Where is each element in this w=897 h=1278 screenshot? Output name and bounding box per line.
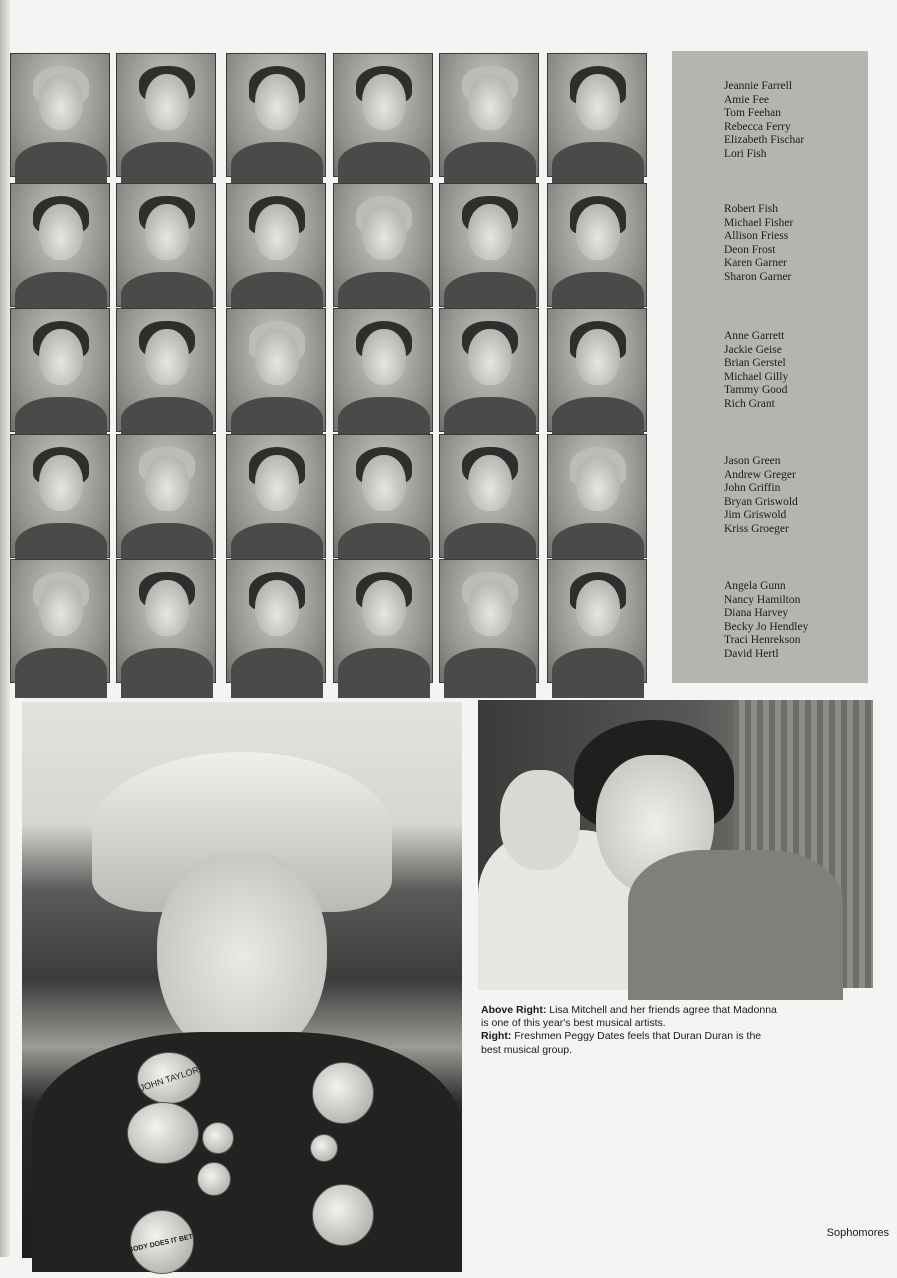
portrait-face [362, 329, 406, 385]
portrait-face [576, 455, 620, 511]
student-name: Brian Gerstel [724, 357, 786, 370]
caption-text-above-right: Lisa Mitchell and her friends agree that Madonna is one of this year's best musical artists. [481, 1004, 777, 1030]
portrait-face [576, 580, 620, 636]
student-name: Amie Fee [724, 93, 770, 106]
portrait-face [468, 204, 512, 260]
button-pin [312, 1184, 374, 1246]
name-group-row-3 [724, 330, 788, 412]
button-pin [197, 1162, 231, 1196]
student-portrait [116, 53, 216, 177]
student-name: Rich Grant [724, 397, 775, 410]
name-group-row-5 [724, 580, 808, 662]
portrait-face [255, 204, 299, 260]
portrait-face [468, 74, 512, 130]
portrait-face [362, 74, 406, 130]
portrait-face [255, 455, 299, 511]
student-portrait [439, 559, 539, 683]
portrait-shoulders [552, 648, 644, 698]
student-name: Andrew Greger [724, 468, 796, 481]
page-binding-edge [0, 0, 10, 1257]
student-name: Jeannie Farrell [724, 80, 793, 92]
portrait-face [145, 204, 189, 260]
student-portrait [10, 559, 110, 683]
student-name: Lori Fish [724, 147, 767, 160]
portrait-face [145, 329, 189, 385]
name-group-row-4 [724, 455, 798, 537]
portrait-face [145, 580, 189, 636]
student-name: Elizabeth Fischar [724, 134, 805, 147]
caption-label-above-right: Above Right: [481, 1004, 547, 1016]
student-name: Allison Friess [724, 230, 789, 243]
student-name: Karen Garner [724, 257, 787, 270]
student-name: Nancy Hamilton [724, 593, 801, 606]
pin-text-graphic [138, 1053, 200, 1103]
student-name: David Hertl [724, 647, 779, 660]
student-portrait [10, 308, 110, 432]
student-portrait [116, 183, 216, 307]
student-portrait [10, 183, 110, 307]
student-name: Deon Frost [724, 243, 776, 256]
student-name: Michael Gilly [724, 370, 789, 383]
portrait-face [576, 204, 620, 260]
student-name: Jason Green [724, 455, 781, 467]
name-group-row-2 [724, 203, 793, 285]
feature-photo-friends [478, 700, 873, 988]
friend-face-shape [500, 770, 580, 870]
jacket-shape [32, 1032, 462, 1272]
portrait-face [39, 204, 83, 260]
caption-text-right: Freshmen Peggy Dates feels that Duran Duran is the best musical group. [481, 1030, 762, 1056]
student-name: Kriss Groeger [724, 522, 789, 535]
caption-label-right: Right: [481, 1030, 512, 1043]
portrait-shoulders [338, 648, 430, 698]
student-portrait [116, 559, 216, 683]
button-pin [137, 1052, 201, 1104]
pin-text: JOHN TAYLOR [138, 1064, 201, 1094]
section-footer: Sophomores [826, 1227, 889, 1239]
face-shape [157, 852, 327, 1062]
portrait-shoulders [444, 648, 536, 698]
button-pin [202, 1122, 234, 1154]
student-portrait [547, 434, 647, 558]
pin-text: NOBODY DOES IT BETTER [117, 1230, 208, 1257]
student-portrait [439, 183, 539, 307]
portrait-face [362, 580, 406, 636]
student-portrait [333, 559, 433, 683]
student-portrait [547, 559, 647, 683]
button-pin [117, 1210, 208, 1274]
student-name: Rebecca Ferry [724, 120, 791, 133]
student-name: Anne Garrett [724, 330, 785, 342]
student-portrait [226, 183, 326, 307]
portrait-shoulders [15, 648, 107, 698]
button-pin [310, 1134, 338, 1162]
portrait-grid [10, 53, 660, 688]
student-portrait [226, 308, 326, 432]
student-name: Jackie Geise [724, 343, 782, 356]
student-portrait [226, 434, 326, 558]
portrait-face [362, 455, 406, 511]
portrait-face [39, 580, 83, 636]
feature-photo-hat-girl [22, 702, 462, 1258]
portrait-face [468, 580, 512, 636]
portrait-face [255, 74, 299, 130]
portrait-face [362, 204, 406, 260]
button-pin [127, 1102, 199, 1164]
portrait-face [39, 455, 83, 511]
student-name: Traci Henrekson [724, 634, 801, 647]
student-portrait [547, 183, 647, 307]
student-portrait [116, 434, 216, 558]
pin-text-graphic [117, 1211, 208, 1273]
portrait-shoulders [231, 648, 323, 698]
student-name: Sharon Garner [724, 270, 792, 283]
student-name: Robert Fish [724, 203, 778, 215]
sweater-shape [628, 850, 843, 1000]
portrait-shoulders [121, 648, 213, 698]
student-name: John Griffin [724, 482, 781, 495]
student-portrait [10, 53, 110, 177]
student-portrait [439, 53, 539, 177]
portrait-face [145, 74, 189, 130]
student-portrait [226, 559, 326, 683]
student-name: Angela Gunn [724, 580, 786, 592]
portrait-face [255, 580, 299, 636]
portrait-face [39, 74, 83, 130]
student-portrait [226, 53, 326, 177]
portrait-face [576, 74, 620, 130]
portrait-face [468, 455, 512, 511]
student-portrait [116, 308, 216, 432]
student-portrait [333, 53, 433, 177]
portrait-face [468, 329, 512, 385]
student-name: Tom Feehan [724, 107, 782, 120]
name-group-row-1 [724, 80, 804, 162]
student-name: Diana Harvey [724, 607, 789, 620]
student-portrait [333, 308, 433, 432]
student-name: Jim Griswold [724, 509, 787, 522]
student-name: Bryan Griswold [724, 495, 798, 508]
student-name: Becky Jo Hendley [724, 620, 809, 633]
student-portrait [439, 434, 539, 558]
student-portrait [547, 308, 647, 432]
student-name: Michael Fisher [724, 216, 794, 229]
student-portrait [547, 53, 647, 177]
portrait-face [145, 455, 189, 511]
student-portrait [333, 434, 433, 558]
portrait-face [39, 329, 83, 385]
names-panel [672, 51, 868, 683]
photo-caption [481, 1004, 781, 1057]
student-portrait [439, 308, 539, 432]
student-portrait [10, 434, 110, 558]
button-pin [312, 1062, 374, 1124]
portrait-face [576, 329, 620, 385]
student-name: Tammy Good [724, 384, 788, 397]
portrait-face [255, 329, 299, 385]
student-portrait [333, 183, 433, 307]
